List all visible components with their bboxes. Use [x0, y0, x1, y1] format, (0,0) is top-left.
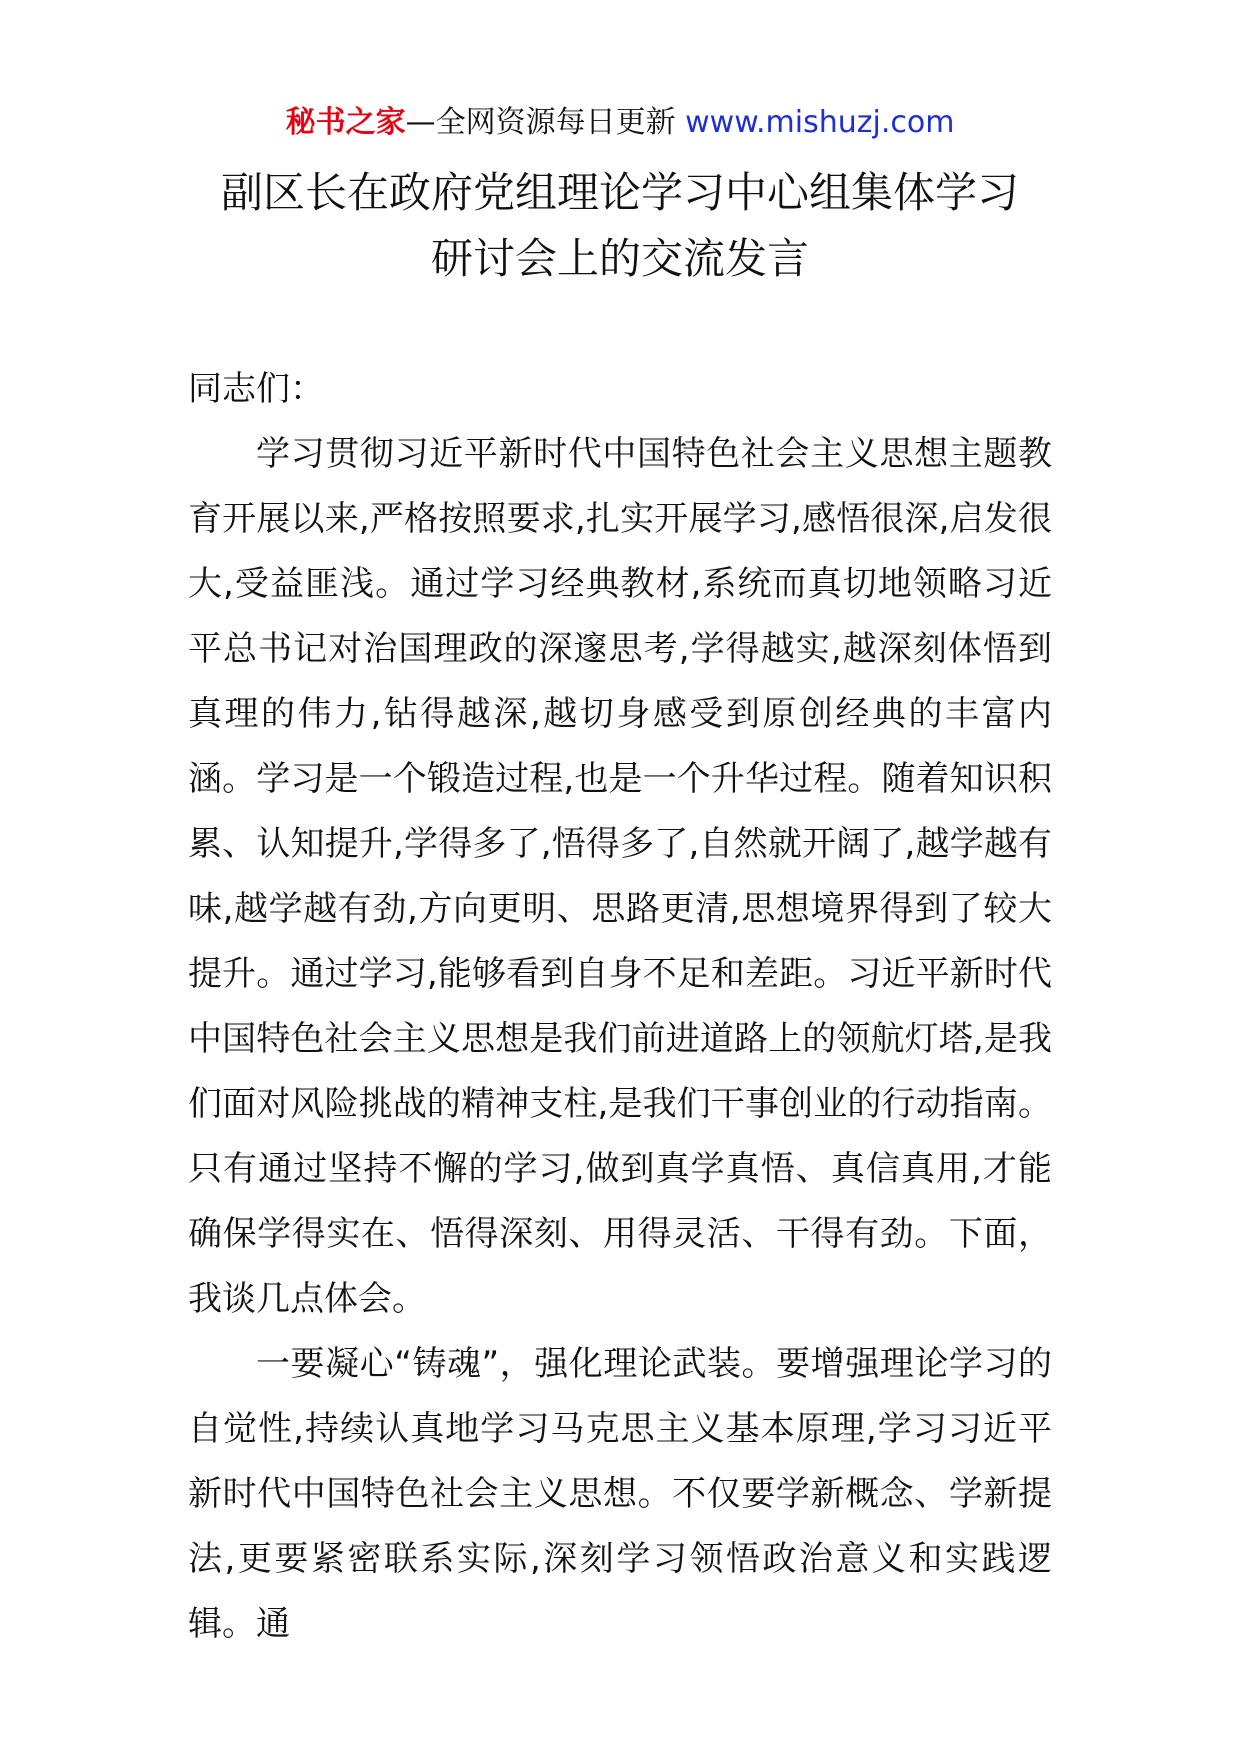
body-paragraph: 一要凝心“铸魂”，强化理论武装。要增强理论学习的自觉性,持续认真地学习马克思主义基本原理,学习习近平新时代中国特色社会主义思想。不仅要学新概念、学新提法,更要紧密联系实际,深刻学习领悟政治意义和实践逻辑。通: [188, 1344, 1052, 1644]
document-title: [0, 160, 1240, 292]
body-paragraph: 学习贯彻习近平新时代中国特色社会主义思想主题教育开展以来,严格按照要求,扎实开展学习,感悟很深,启发很大,受益匪浅。通过学习经典教材,系统而真切地领略习近平总书记对治国理政的深邃思考,学得越实,越深刻体悟到真理的伟力,钻得越深,越切身感受到原创经典的丰富内涵。学习是一个锻造过程,也是一个升华过程。随着知识积累、认知提升,学得多了,悟得多了,自然就开阔了,越学越有味,越学越有劲,方向更明、思路更清,思想境界得到了较大提升。通过学习,能够看到自身不足和差距。习近平新时代中国特色社会主义思想是我们前进道路上的领航灯塔,是我们面对风险挑战的精神支柱,是我们干事创业的行动指南。只有通过坚持不懈的学习,做到真学真悟、真信真用,才能确保学得实在、悟得深刻、用得灵活、干得有劲。下面，我谈几点体会。: [188, 434, 1052, 1319]
brand-name: 秘书之家: [285, 105, 406, 140]
title-line-2: 研讨会上的交流发言: [430, 234, 809, 283]
source-header: [0, 100, 1240, 146]
salutation: 同志们：: [188, 369, 324, 409]
site-url-link[interactable]: www.mishuzj.com: [685, 105, 955, 140]
header-tagline: —全网资源每日更新: [405, 105, 676, 140]
document-body: [188, 357, 1052, 1657]
title-line-1: 副区长在政府党组理论学习中心组集体学习: [220, 168, 1019, 217]
